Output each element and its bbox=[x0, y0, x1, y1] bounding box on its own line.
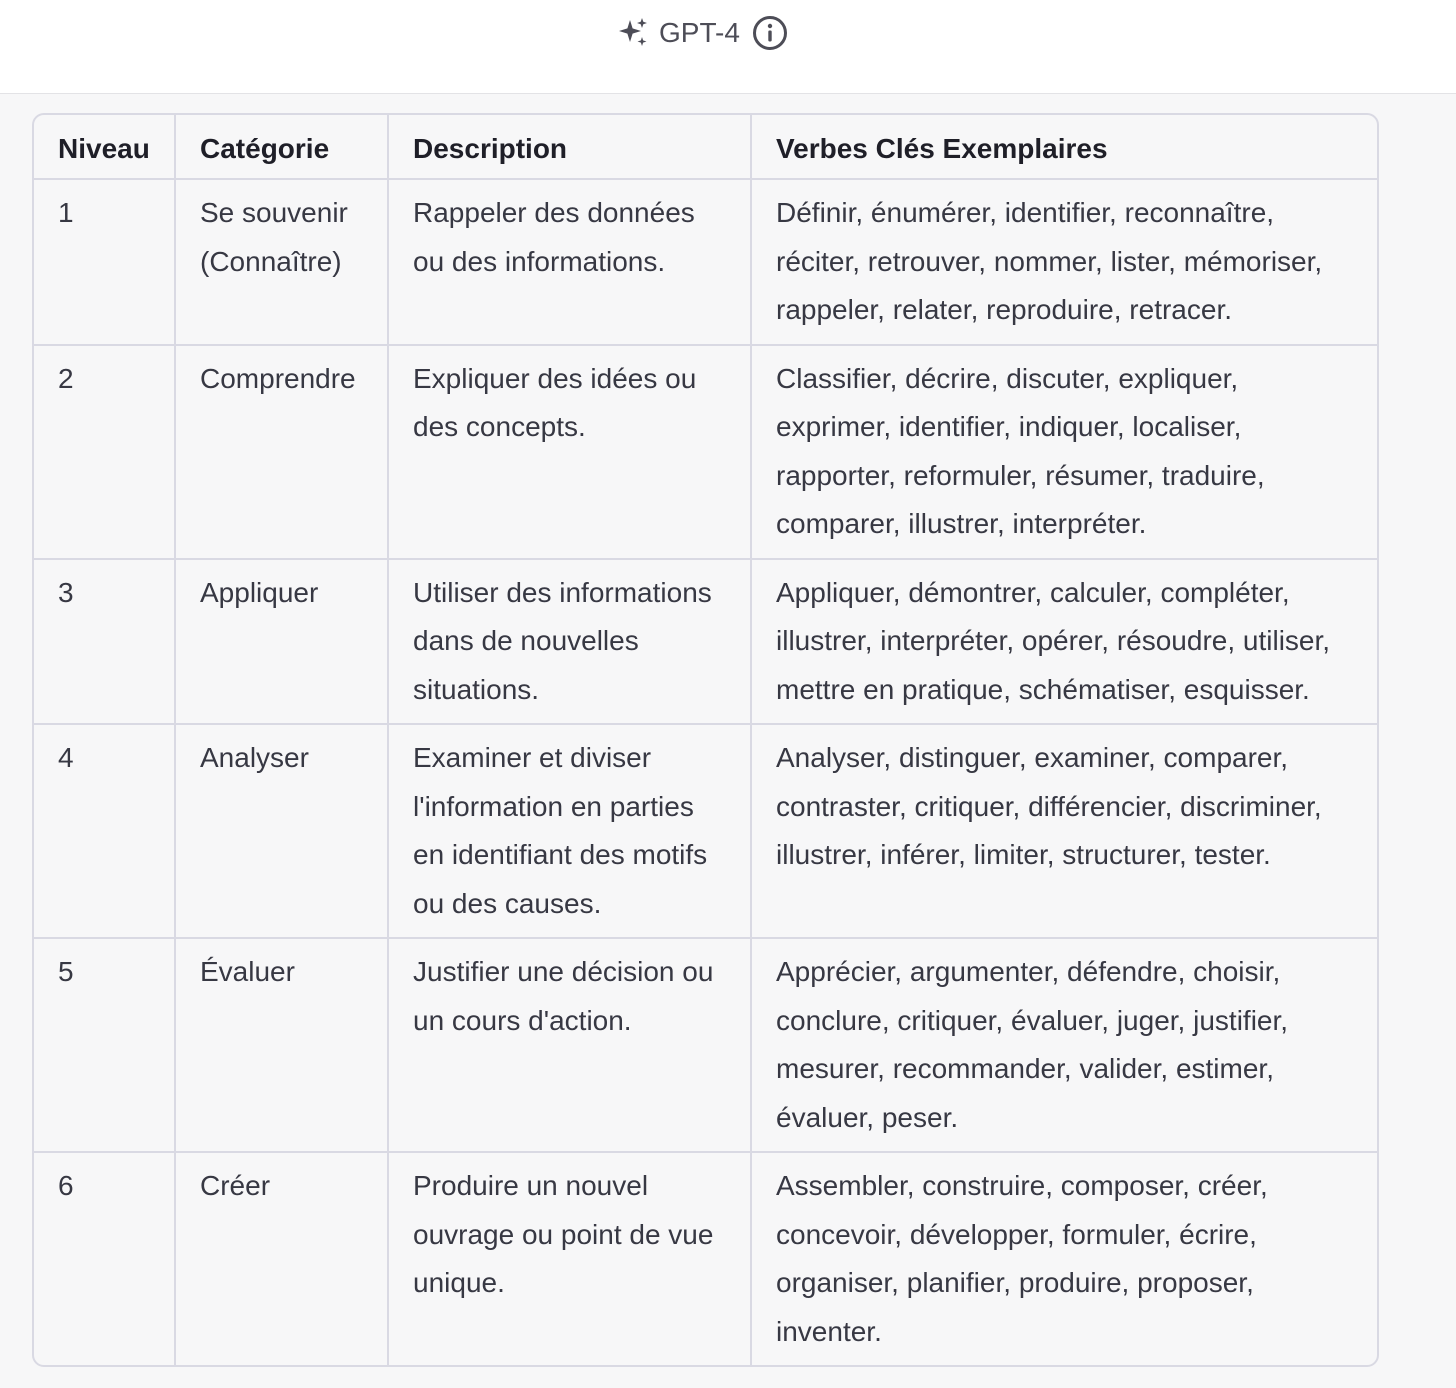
column-header-description: Description bbox=[388, 115, 751, 179]
cell-niveau: 2 bbox=[34, 345, 175, 559]
cell-categorie: Créer bbox=[175, 1152, 388, 1365]
info-icon[interactable] bbox=[752, 15, 788, 51]
table-row bbox=[34, 938, 1377, 1152]
sparkle-icon bbox=[617, 16, 651, 50]
cell-description: Rappeler des données ou des informations. bbox=[388, 179, 751, 345]
cell-niveau: 6 bbox=[34, 1152, 175, 1365]
cell-description: Expliquer des idées ou des concepts. bbox=[388, 345, 751, 559]
cell-description: Produire un nouvel ouvrage ou point de vue unique. bbox=[388, 1152, 751, 1365]
cell-description: Examiner et diviser l'information en parties en identifiant des motifs ou des causes. bbox=[388, 724, 751, 938]
cell-niveau: 1 bbox=[34, 179, 175, 345]
bloom-taxonomy-table bbox=[32, 113, 1379, 1367]
model-name: GPT-4 bbox=[659, 17, 740, 48]
cell-description: Justifier une décision ou un cours d'action. bbox=[388, 938, 751, 1152]
cell-niveau: 3 bbox=[34, 559, 175, 725]
cell-categorie: Évaluer bbox=[175, 938, 388, 1152]
table-row bbox=[34, 1152, 1377, 1365]
cell-niveau: 4 bbox=[34, 724, 175, 938]
data-table bbox=[34, 115, 1377, 1365]
cell-verbes: Appliquer, démontrer, calculer, compléter, illustrer, interpréter, opérer, résoudre, utiliser, mettre en pratique, schématiser, esquisser. bbox=[751, 559, 1377, 725]
chat-header bbox=[0, 0, 1456, 94]
cell-categorie: Comprendre bbox=[175, 345, 388, 559]
table-header-row bbox=[34, 115, 1377, 179]
cell-niveau: 5 bbox=[34, 938, 175, 1152]
cell-verbes: Assembler, construire, composer, créer, concevoir, développer, formuler, écrire, organiser, planifier, produire, proposer, inventer. bbox=[776, 1170, 1268, 1347]
table-row bbox=[34, 179, 1377, 345]
cell-verbes: Classifier, décrire, discuter, expliquer, exprimer, identifier, indiquer, localiser, rapporter, reformuler, résumer, traduire, comparer, illustrer, interpréter. bbox=[751, 345, 1377, 559]
table-row bbox=[34, 559, 1377, 725]
cell-categorie: Appliquer bbox=[175, 559, 388, 725]
cell-categorie: Analyser bbox=[175, 724, 388, 938]
cell-verbes: Apprécier, argumenter, défendre, choisir, conclure, critiquer, évaluer, juger, justifier, mesurer, recommander, valider, estimer, évaluer, peser. bbox=[751, 938, 1377, 1152]
cell-categorie: Se souvenir (Connaître) bbox=[175, 179, 388, 345]
table-row bbox=[34, 345, 1377, 559]
cell-description: Utiliser des informations dans de nouvelles situations. bbox=[388, 559, 751, 725]
cell-verbes: Analyser, distinguer, examiner, comparer, contraster, critiquer, différencier, discriminer, illustrer, inférer, limiter, structurer, tester. bbox=[751, 724, 1377, 938]
column-header-categorie: Catégorie bbox=[175, 115, 388, 179]
column-header-niveau: Niveau bbox=[34, 115, 175, 179]
cell-verbes: Définir, énumérer, identifier, reconnaître, réciter, retrouver, nommer, lister, mémoriser, rappeler, relater, reproduire, retracer. bbox=[751, 179, 1377, 345]
model-selector[interactable] bbox=[617, 14, 788, 52]
column-header-verbes: Verbes Clés Exemplaires bbox=[751, 115, 1377, 179]
table-row bbox=[34, 724, 1377, 938]
